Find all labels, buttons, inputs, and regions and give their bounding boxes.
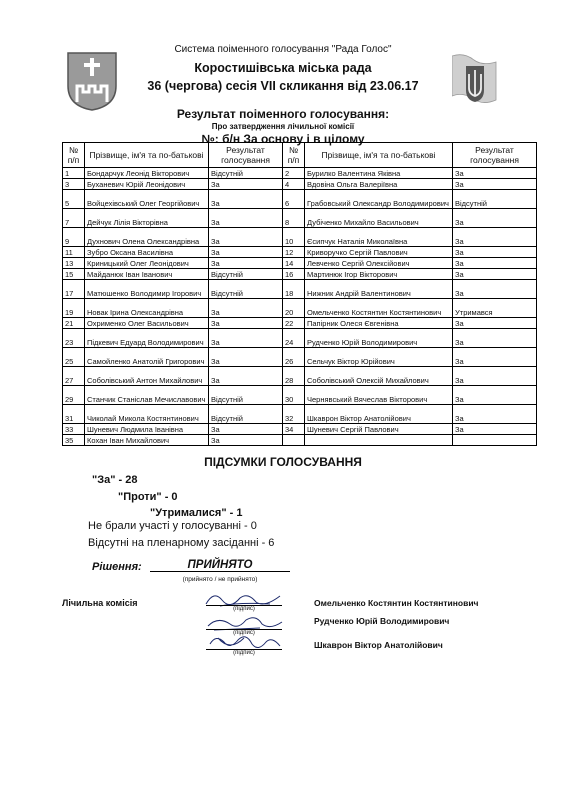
commission-member: Рудченко Юрій Володимирович xyxy=(314,616,450,626)
cell-result-right: За xyxy=(453,318,537,329)
cell-result-left: За xyxy=(209,299,283,318)
cell-num-left: 15 xyxy=(63,269,85,280)
cell-result-right: За xyxy=(453,258,537,269)
header-name: Прізвище, ім'я та по-батькові xyxy=(305,143,453,168)
cell-result-left: Відсутній xyxy=(209,168,283,179)
cell-name-right: Криворучко Сергій Павлович xyxy=(305,247,453,258)
table-row xyxy=(63,435,537,446)
cell-result-right: За xyxy=(453,280,537,299)
table-row xyxy=(63,228,537,247)
summary-title: ПІДСУМКИ ГОЛОСУВАННЯ xyxy=(204,455,362,469)
summary-absent: Відсутні на пленарному засіданні - 6 xyxy=(88,537,275,549)
summary-not-participated: Не брали участі у голосуванні - 0 xyxy=(88,520,257,532)
header-result: Результат голосування xyxy=(453,143,537,168)
table-row xyxy=(63,280,537,299)
cell-num-left: 13 xyxy=(63,258,85,269)
cell-result-right xyxy=(453,435,537,446)
cell-num-left: 29 xyxy=(63,386,85,405)
table-row xyxy=(63,329,537,348)
cell-name-right: Бурилко Валентина Яківна xyxy=(305,168,453,179)
result-title: Результат поіменного голосування: xyxy=(176,107,390,121)
signature-hint: (підпис) xyxy=(233,606,255,612)
table-row xyxy=(63,424,537,435)
table-header-row xyxy=(63,143,537,168)
table-row xyxy=(63,258,537,269)
cell-name-right: Рудченко Юрій Володимирович xyxy=(305,329,453,348)
cell-num-left: 1 xyxy=(63,168,85,179)
cell-name-left: Кохан Іван Михайлович xyxy=(85,435,209,446)
cell-result-left: За xyxy=(209,179,283,190)
cell-num-left: 7 xyxy=(63,209,85,228)
cell-num-left: 3 xyxy=(63,179,85,190)
cell-result-right: За xyxy=(453,179,537,190)
cell-result-left: За xyxy=(209,318,283,329)
cell-num-left: 33 xyxy=(63,424,85,435)
cell-name-right: Мартинюк Ігор Вікторович xyxy=(305,269,453,280)
cell-result-right: За xyxy=(453,424,537,435)
cell-result-left: Відсутній xyxy=(209,280,283,299)
cell-name-left: Буханевич Юрій Леонідович xyxy=(85,179,209,190)
cell-result-left: За xyxy=(209,190,283,209)
cell-result-left: За xyxy=(209,247,283,258)
signature-hint: (підпис) xyxy=(233,630,255,636)
cell-num-right: 2 xyxy=(283,168,305,179)
table-row xyxy=(63,190,537,209)
cell-result-right: Утримався xyxy=(453,299,537,318)
cell-name-right: Папірник Олеся Євгенівна xyxy=(305,318,453,329)
cell-num-right: 14 xyxy=(283,258,305,269)
cell-num-right: 28 xyxy=(283,367,305,386)
council-name: Коростишівська міська рада xyxy=(194,61,372,75)
session-title: 36 (чергова) сесія VII скликання від 23.06.17 xyxy=(147,79,419,93)
cell-name-right: Шкаврон Віктор Анатолійович xyxy=(305,405,453,424)
cell-name-left: Криницький Олег Леонідович xyxy=(85,258,209,269)
cell-num-left: 11 xyxy=(63,247,85,258)
commission-label: Лічильна комісія xyxy=(62,598,138,608)
cell-num-right: 12 xyxy=(283,247,305,258)
cell-result-right: За xyxy=(453,168,537,179)
cell-result-right: За xyxy=(453,209,537,228)
cell-name-left: Майданюк Іван Іванович xyxy=(85,269,209,280)
cell-result-right: За xyxy=(453,386,537,405)
cell-num-left: 35 xyxy=(63,435,85,446)
decision-label: Рішення: xyxy=(92,561,142,573)
cell-name-left: Зубро Оксана Василівна xyxy=(85,247,209,258)
cell-result-left: За xyxy=(209,367,283,386)
cell-result-right: За xyxy=(453,329,537,348)
cell-result-left: Відсутній xyxy=(209,405,283,424)
cell-result-left: Відсутній xyxy=(209,269,283,280)
cell-num-right: 26 xyxy=(283,348,305,367)
summary-against: "Проти" - 0 xyxy=(118,491,178,503)
cell-name-left: Чиколай Микола Костянтинович xyxy=(85,405,209,424)
cell-name-right: Вдовіна Ольга Валеріївна xyxy=(305,179,453,190)
cell-num-right: 34 xyxy=(283,424,305,435)
table-row xyxy=(63,269,537,280)
cell-name-right: Левченко Сергій Олексійович xyxy=(305,258,453,269)
cell-num-right: 24 xyxy=(283,329,305,348)
cell-num-left: 25 xyxy=(63,348,85,367)
cell-num-right: 8 xyxy=(283,209,305,228)
cell-result-right: За xyxy=(453,348,537,367)
table-row xyxy=(63,367,537,386)
table-row xyxy=(63,168,537,179)
cell-num-right: 20 xyxy=(283,299,305,318)
summary-for: "За" - 28 xyxy=(92,474,138,486)
cell-result-left: Відсутній xyxy=(209,386,283,405)
commission-member: Шкаврон Віктор Анатолійович xyxy=(314,640,443,650)
votes-table xyxy=(62,142,537,446)
cell-num-left: 5 xyxy=(63,190,85,209)
table-row xyxy=(63,299,537,318)
cell-name-left: Станчик Станіслав Мечиславович xyxy=(85,386,209,405)
cell-num-right: 6 xyxy=(283,190,305,209)
cell-num-left: 23 xyxy=(63,329,85,348)
cell-num-right: 10 xyxy=(283,228,305,247)
cell-num-left: 19 xyxy=(63,299,85,318)
cell-num-right: 16 xyxy=(283,269,305,280)
cell-name-right: Соболівський Олексій Михайлович xyxy=(305,367,453,386)
cell-name-right: Єсипчук Наталія Миколаївна xyxy=(305,228,453,247)
cell-name-right: Шуневич Сергій Павлович xyxy=(305,424,453,435)
cell-result-right: Відсутній xyxy=(453,190,537,209)
commission-member: Омельченко Костянтин Костянтинович xyxy=(314,598,479,608)
cell-name-left: Войцехівський Олег Георгійович xyxy=(85,190,209,209)
cell-result-left: За xyxy=(209,329,283,348)
cell-name-left: Соболівський Антон Михайлович xyxy=(85,367,209,386)
cell-result-left: За xyxy=(209,435,283,446)
table-row xyxy=(63,247,537,258)
table-row xyxy=(63,209,537,228)
cell-num-left: 21 xyxy=(63,318,85,329)
cell-name-left: Бондарчук Леонід Вікторович xyxy=(85,168,209,179)
cell-name-left: Дейчук Лілія Вікторівна xyxy=(85,209,209,228)
table-row xyxy=(63,318,537,329)
cell-name-right: Чернявський Вячеслав Вікторович xyxy=(305,386,453,405)
cell-num-right: 4 xyxy=(283,179,305,190)
cell-result-left: За xyxy=(209,348,283,367)
table-row xyxy=(63,386,537,405)
table-row xyxy=(63,348,537,367)
cell-name-right: Грабовський Олександр Володимирович xyxy=(305,190,453,209)
result-subtitle: Про затвердження лічильної комісії xyxy=(211,122,355,131)
cell-num-left: 9 xyxy=(63,228,85,247)
header-num: № п/п xyxy=(63,143,85,168)
votes-table-body xyxy=(63,168,537,446)
cell-num-right xyxy=(283,435,305,446)
header-num: № п/п xyxy=(283,143,305,168)
cell-name-left: Шуневич Людмила Іванівна xyxy=(85,424,209,435)
cell-result-left: За xyxy=(209,228,283,247)
cell-name-left: Новак Ірина Олександрівна xyxy=(85,299,209,318)
cell-name-left: Охрименко Олег Васильович xyxy=(85,318,209,329)
header-name: Прізвище, ім'я та по-батькові xyxy=(85,143,209,168)
cell-name-right: Нижник Андрій Валентинович xyxy=(305,280,453,299)
cell-num-left: 17 xyxy=(63,280,85,299)
system-name: Система поіменного голосування "Рада Голос" xyxy=(174,44,392,55)
cell-result-right: За xyxy=(453,228,537,247)
cell-result-right: За xyxy=(453,247,537,258)
cell-name-left: Самойленко Анатолій Григорович xyxy=(85,348,209,367)
cell-name-left: Підкевич Едуард Володимирович xyxy=(85,329,209,348)
cell-num-left: 27 xyxy=(63,367,85,386)
cell-name-right xyxy=(305,435,453,446)
cell-num-right: 32 xyxy=(283,405,305,424)
cell-result-left: За xyxy=(209,209,283,228)
cell-num-right: 18 xyxy=(283,280,305,299)
decision-hint: (прийнято / не прийнято) xyxy=(182,576,258,583)
cell-result-right: За xyxy=(453,405,537,424)
summary-abstained: "Утрималися" - 1 xyxy=(150,507,243,519)
signature-hint: (підпис) xyxy=(233,650,255,656)
cell-name-right: Омельченко Костянтин Костянтинович xyxy=(305,299,453,318)
table-row xyxy=(63,405,537,424)
cell-result-left: За xyxy=(209,258,283,269)
decision-value: ПРИЙНЯТО xyxy=(150,559,290,572)
cell-result-right: За xyxy=(453,269,537,280)
table-row xyxy=(63,179,537,190)
cell-num-right: 22 xyxy=(283,318,305,329)
cell-name-left: Матюшенко Володимир Ігорович xyxy=(85,280,209,299)
cell-name-right: Дубіченко Михайло Васильович xyxy=(305,209,453,228)
cell-result-right: За xyxy=(453,367,537,386)
cell-num-left: 31 xyxy=(63,405,85,424)
cell-result-left: За xyxy=(209,424,283,435)
header-result: Результат голосування xyxy=(209,143,283,168)
result-number: №: б/н За основу і в цілому xyxy=(201,132,365,146)
cell-num-right: 30 xyxy=(283,386,305,405)
cell-name-right: Сельчук Віктор Юрійович xyxy=(305,348,453,367)
cell-name-left: Духнович Олена Олександрівна xyxy=(85,228,209,247)
